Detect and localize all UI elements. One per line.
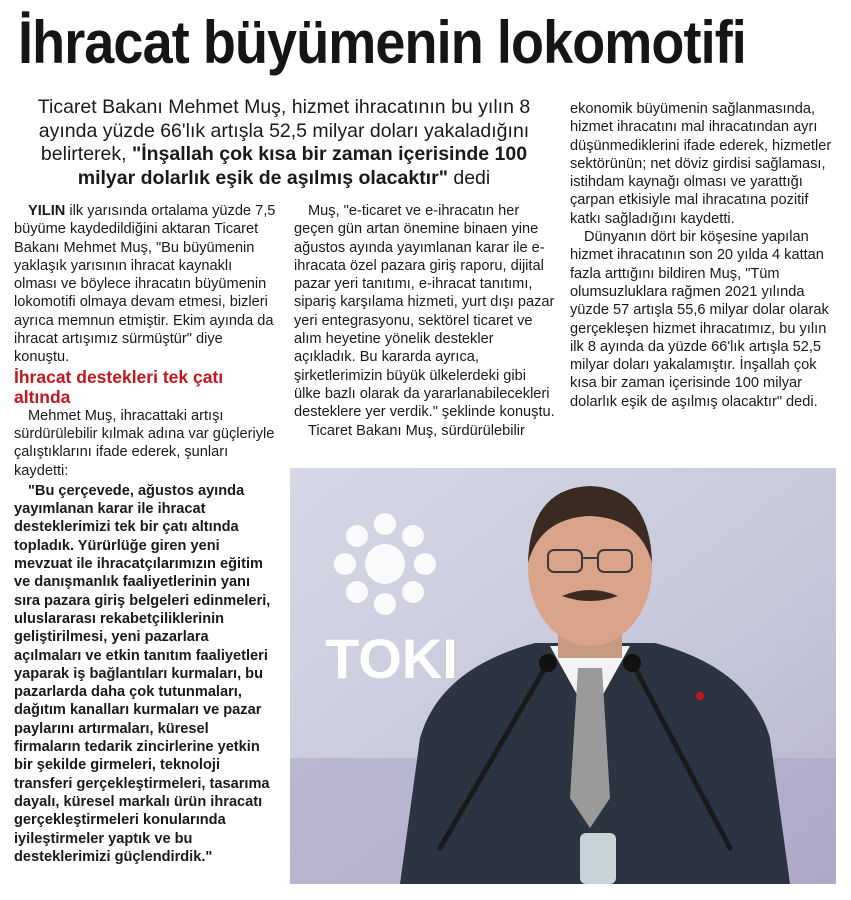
headline: İhracat büyümenin lokomotifi — [18, 9, 746, 76]
column-3 — [570, 100, 838, 411]
column-1 — [14, 202, 279, 866]
column-2 — [294, 202, 556, 440]
water-bottle — [580, 833, 616, 884]
paragraph-7: Dünyanın dört bir köşesine yapılan hizmet ihracatının son 20 yılda 4 kattan fazla arttığını bildiren Muş, "Tüm olumsuzluklara rağmen 2021 yılında yüzde 57 artışla 55,6 milyar dolar olarak gerçekleşen hizmet ihracatımız, bu yılın ilk 8 ayında da yüzde 66'lık artışla 52,5 milyar doları yakalamıştır. İnşallah çok kısa bir zaman içerisinde 100 milyar dolarlık eşik de aşılmış olacaktır" dedi. — [570, 229, 829, 410]
paragraph-5: Ticaret Bakanı Muş, sürdürülebilir — [308, 422, 525, 439]
paragraph-3-quote: "Bu çerçevede, ağustos ayında yayımlanan karar ile ihracat desteklerimizi tek bir çatı altında topladık. Yürürlüğe giren yeni mevzuat ile ihracatçılarımızın eğitim ve danışmanlık faaliyetlerinin yanı sıra pazara giriş belgeleri edinmeleri, uluslararası rekabetçiliklerinin geliştirilmesi, yeni pazarlara açılmaları ve etkin tanıtım faaliyetleri yaparak iş bağlantıları kurmaları, bu pazarlarda daha çok tutunmaları, dağıtım kanalları kurmaları ve pazar paylarını artırmaları, küresel firmaların tedarik zincirlerine yetkin bir şekilde girmeleri, teknoloji transferi gerçekleştirmeleri, tasarıma dayalı, küresel markalı ürün ihracatı gerçekleştirmeleri konularında iyileştirmeler yaptık ve bu desteklerimizi güçlendirdik." — [14, 482, 271, 865]
deck-intro: Ticaret Bakanı Mehmet Muş, hizmet ihracatının bu yılın 8 ayında yüzde 66'lık artışla 52,5 milyar doları yakaladığını belirterek, — [37, 96, 531, 165]
paragraph-1-text: ilk yarısında ortalama yüzde 7,5 büyüme kaydedildiğini aktaran Ticaret Bakanı Mehmet Muş, "Bu büyümenin yaklaşık yarısının ihracat kaynaklı olması ve böylece ihracatın büyümenin lokomotifi olmaya devam etmesi, bizleri ayrıca memnun etmiştir. Ekim ayında da ihracat artışımız sürmüştür" diye konuştu. — [14, 203, 276, 366]
paragraph-4: Muş, "e-ticaret ve e-ihracatın her geçen gün artan önemine binaen yine ağustos ayında yayımlanan karar ile e-ihracata özel pazara giriş raporu, dijital pazar yeri tanıtımı, e-ihracat tanıtımı, sipariş karşılama hizmeti, yurt dışı pazar yeri entegrasyonu, sektörel ticaret ve alım heyetine yönelik destekler açıkladık. Bu kararda ayrıca, şirketlerimizin büyük ülkelerdeki gibi ülke bazlı olarak da yararlanabilecekleri desteklere yer verdik." şeklinde konuştu. — [294, 203, 555, 421]
deck — [14, 96, 554, 190]
deck-tail: dedi — [447, 166, 491, 189]
paragraph-1 — [14, 202, 279, 367]
paragraph-2: Mehmet Muş, ihracattaki artışı sürdürülebilir kılmak adına var güçleriyle çalıştıklarını ifade ederek, şunları kaydetti: — [14, 407, 275, 479]
logo-flower-icon — [334, 513, 436, 615]
minister-photo — [290, 468, 836, 884]
deck-quote: "İnşallah çok kısa bir zaman içerisinde 100 milyar dolarlık eşik de aşılmış olacaktır" — [77, 143, 528, 189]
lead-word: YILIN — [28, 203, 66, 219]
backdrop-logo-text: TOKI — [325, 627, 458, 690]
subheading: İhracat destekleri tek çatı altında — [14, 366, 224, 407]
paragraph-6: ekonomik büyümenin sağlanmasında, hizmet ihracatını mal ihracatından ayrı düşünmediklerini ifade ederek, hizmetler sektörünün; net döviz girdisi sağlaması, istihdam kaynağı olması ve yarattığı çarpan etkisiyle mal ihracatına pozitif katkı sağladığını kaydetti. — [570, 101, 832, 227]
